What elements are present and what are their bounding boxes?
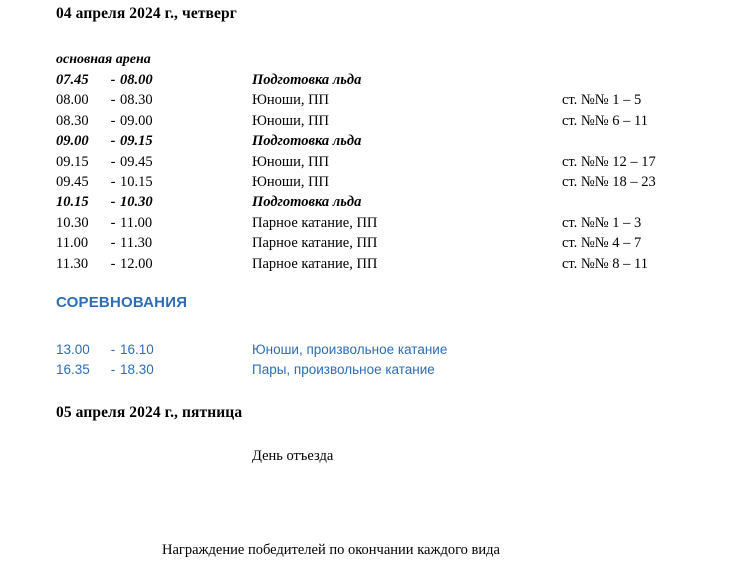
row-time-dash: - [110,235,116,252]
schedule-row [0,213,750,233]
row-start-time: 07.45 [56,72,89,88]
row-start-time: 11.00 [56,235,89,252]
row-end-time: 09.00 [120,112,153,129]
footer-note: Награждение победителей по окончании каждого вида [162,542,500,558]
schedule-row [0,192,750,212]
row-stations: ст. №№ 8 – 11 [562,255,648,272]
schedule-row [0,111,750,131]
competition-end-time: 18.30 [120,361,154,377]
row-start-time: 09.45 [56,174,89,190]
row-start-time: 08.00 [56,92,89,109]
row-end-time: 08.00 [120,72,153,88]
competition-time-dash: - [110,342,116,357]
row-end-time: 10.30 [120,194,153,211]
competition-time-dash: - [110,361,116,377]
competition-start-time: 16.35 [56,361,90,377]
row-description: Подготовка льда [252,133,362,150]
row-time-dash: - [110,174,116,190]
date-heading-day1: 04 апреля 2024 г., четверг [56,5,237,22]
row-start-time: 10.15 [56,194,89,211]
row-start-time: 09.00 [56,133,89,150]
row-description: Подготовка льда [252,72,362,88]
schedule-row [0,131,750,151]
row-stations: ст. №№ 1 – 3 [562,214,642,231]
row-time-dash: - [110,194,116,211]
row-description: Юноши, ПП [252,92,330,109]
schedule-row [0,90,750,110]
row-description: Парное катание, ПП [252,255,378,272]
departure-note: День отъезда [252,448,334,464]
row-start-time: 09.15 [56,153,89,170]
competition-row [0,340,750,359]
schedule-row [0,233,750,253]
row-start-time: 08.30 [56,112,89,129]
row-end-time: 09.45 [120,153,153,170]
arena-label: основная арена [56,52,151,67]
row-stations: ст. №№ 4 – 7 [562,235,642,252]
row-end-time: 10.15 [120,174,153,190]
row-description: Юноши, ПП [252,153,330,170]
row-time-dash: - [110,92,116,109]
schedule-row [0,152,750,172]
competition-description: Юноши, произвольное катание [252,342,448,357]
row-description: Юноши, ПП [252,174,330,190]
date-heading-day2: 05 апреля 2024 г., пятница [56,404,243,421]
competition-start-time: 13.00 [56,342,90,357]
row-end-time: 11.30 [120,235,153,252]
schedule-row [0,172,750,192]
row-time-dash: - [110,153,116,170]
schedule-row [0,70,750,90]
schedule-row [0,254,750,274]
row-description: Парное катание, ПП [252,235,378,252]
row-end-time: 08.30 [120,92,153,109]
row-stations: ст. №№ 1 – 5 [562,92,642,109]
competition-end-time: 16.10 [120,342,154,357]
row-start-time: 10.30 [56,214,89,231]
row-stations: ст. №№ 6 – 11 [562,112,648,129]
row-time-dash: - [110,214,116,231]
row-time-dash: - [110,112,116,129]
competition-heading: СОРЕВНОВАНИЯ [56,294,188,311]
row-stations: ст. №№ 12 – 17 [562,153,656,170]
competition-row [0,360,750,379]
row-time-dash: - [110,133,116,150]
row-description: Парное катание, ПП [252,214,378,231]
row-end-time: 11.00 [120,214,153,231]
row-end-time: 09.15 [120,133,153,150]
row-end-time: 12.00 [120,255,153,272]
row-description: Юноши, ПП [252,112,330,129]
row-time-dash: - [110,255,116,272]
competition-description: Пары, произвольное катание [252,361,435,377]
row-description: Подготовка льда [252,194,362,211]
row-start-time: 11.30 [56,255,89,272]
row-stations: ст. №№ 18 – 23 [562,174,656,190]
row-time-dash: - [110,72,116,88]
